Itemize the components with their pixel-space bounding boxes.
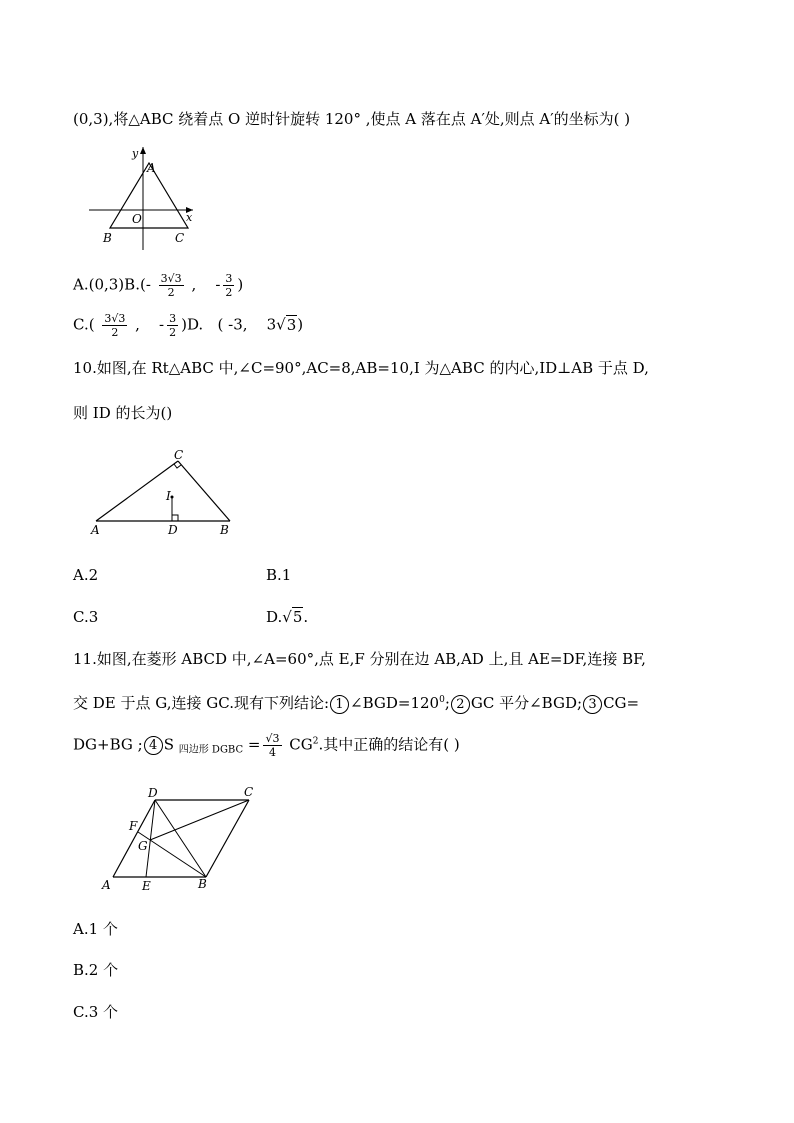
q11-stem-line3 <box>73 732 460 759</box>
q11-point-a: A <box>102 878 111 892</box>
q9-point-b: B <box>103 231 112 245</box>
q9-stem: (0,3),将△ABC 绕着点 O 逆时针旋转 120° ,使点 A 落在点 A′处,则点 A′的坐标为( ) <box>73 110 631 128</box>
q9-option-b-frac2: $\frac{3}{2}$ <box>225 272 233 299</box>
q10-point-c: C <box>174 448 184 462</box>
q11-area-subscript: 四边形 DGBC <box>178 744 244 756</box>
q9-options-cd: C.( $\frac{3√3}{2}$ , - $\frac{3}{2}$ )D. ( -3, 3√3) <box>73 312 304 339</box>
q9-figure <box>85 145 205 250</box>
q10-option-d-prefix: D. <box>266 608 283 626</box>
q10-figure <box>90 445 240 540</box>
q11-area-s: S <box>163 735 174 754</box>
q10-option-b: B.1 <box>266 566 292 584</box>
q11-area-cg: CG <box>289 735 313 754</box>
q11-circled-3: 3 <box>583 695 602 714</box>
q10-option-d-radicand: 5 <box>292 608 303 626</box>
q11-sep-1: ; <box>444 694 450 712</box>
q11-conclusion-1: ∠BGD=120 <box>350 694 440 712</box>
q9-option-b-sep: , <box>191 275 197 294</box>
q11-circled-1: 1 <box>330 695 349 714</box>
q10-option-d: D.√5. <box>266 608 309 626</box>
q11-point-c: C <box>244 785 254 799</box>
q9-option-b-frac1: $\frac{3√3}{2}$ <box>160 272 182 299</box>
q9-axis-x-label: x <box>186 211 193 224</box>
q11-circled-4: 4 <box>144 736 163 755</box>
q10-option-c: C.3 <box>73 608 99 626</box>
q9-option-c-sep: , <box>135 315 140 334</box>
q9-option-d-close: ) <box>297 315 304 334</box>
q9-point-o: O <box>132 212 142 226</box>
q11-option-c: C.3 个 <box>73 1003 119 1021</box>
q11-stem-line2 <box>73 692 639 714</box>
q11-conclusion-3-start: CG= <box>603 694 640 712</box>
q9-point-c: C <box>175 231 185 245</box>
q11-area-cg-sup: 2 <box>312 736 319 747</box>
q10-option-d-end: . <box>303 608 309 626</box>
q11-point-f: F <box>129 819 138 833</box>
q11-stem-end: .其中正确的结论有( ) <box>318 735 460 754</box>
q11-circled-2: 2 <box>451 695 470 714</box>
q11-point-e: E <box>142 879 151 893</box>
q9-option-d-radicand: 3 <box>286 315 297 334</box>
q10-point-b: B <box>220 523 229 537</box>
q9-options-ab <box>73 272 243 299</box>
q11-area-frac: $\frac{√3}{4}$ <box>265 732 280 759</box>
q9-option-c-frac1: $\frac{3√3}{2}$ <box>104 312 126 339</box>
q9-option-d-prefix: D. <box>186 315 204 334</box>
q11-stem-line1: 11.如图,在菱形 ABCD 中,∠A=60°,点 E,F 分别在边 AB,AD 上,且 AE=DF,连接 BF, <box>73 650 646 668</box>
q9-option-b-close: ) <box>237 275 244 294</box>
q10-point-a: A <box>91 523 100 537</box>
q9-option-a: A.(0,3) <box>73 275 125 294</box>
q11-point-g: G <box>138 839 148 853</box>
q10-option-a: A.2 <box>73 566 99 584</box>
q11-option-a: A.1 个 <box>73 920 118 938</box>
q11-option-b: B.2 个 <box>73 961 119 979</box>
q11-conclusion-3-end: DG+BG ; <box>73 735 143 754</box>
q11-conclusion-2: GC 平分∠BGD; <box>470 694 583 712</box>
q10-stem-line2: 则 ID 的长为() <box>73 404 173 422</box>
q9-option-c-close: ) <box>181 315 187 334</box>
q9-option-c-frac2: $\frac{3}{2}$ <box>169 312 177 339</box>
q11-point-b: B <box>198 877 207 891</box>
q10-point-d: D <box>168 523 178 537</box>
q11-area-eq: = <box>247 735 261 754</box>
q10-stem-line1: 10.如图,在 Rt△ABC 中,∠C=90°,AC=8,AB=10,I 为△ABC 的内心,ID⊥AB 于点 D, <box>73 359 649 377</box>
q9-point-a: A <box>147 161 156 175</box>
q10-point-i: I <box>166 489 171 503</box>
q9-option-c-minus: - <box>159 315 165 334</box>
q11-figure <box>98 780 268 895</box>
q9-option-c-prefix: C.( <box>73 315 95 334</box>
q9-option-d-text: ( -3, <box>217 315 248 334</box>
q11-conclusion-1-sup: 0 <box>439 695 445 705</box>
q9-option-b-minus: - <box>215 275 221 294</box>
q9-option-d-coef: 3 <box>266 315 277 334</box>
q11-stem2-intro: 交 DE 于点 G,连接 GC.现有下列结论: <box>73 694 330 712</box>
q9-axis-y-label: y <box>132 147 139 160</box>
q11-point-d: D <box>148 786 158 800</box>
q9-option-b-prefix: B.(- <box>124 275 151 294</box>
